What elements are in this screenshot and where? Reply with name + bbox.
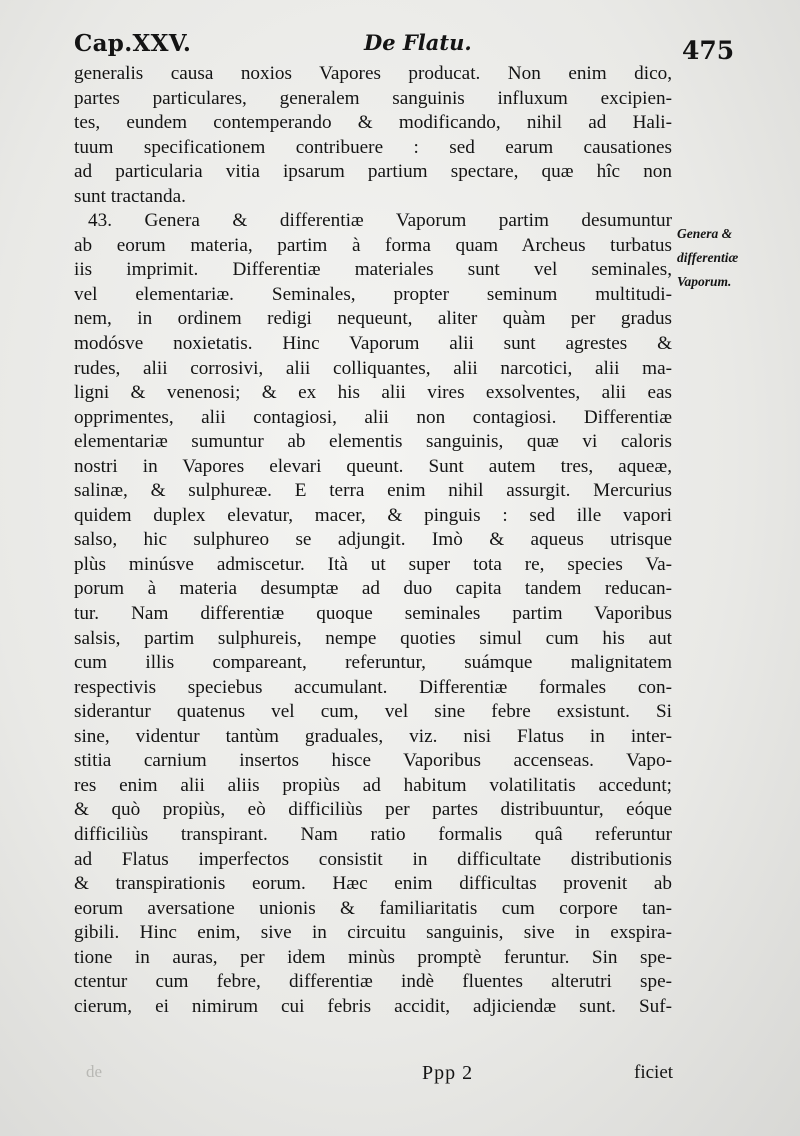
text-line: opprimentes, alii contagiosi, alii non contagiosi. Differentiæ: [74, 406, 672, 428]
running-title: De Flatu.: [364, 30, 472, 55]
text-line: rudes, alii corrosivi, alii colliquantes, alii narcotici, alii ma-: [74, 357, 672, 379]
text-line: partes particulares, generalem sanguinis influxum excipien-: [74, 87, 672, 109]
chapter-heading: Cap.XXV.: [74, 30, 192, 57]
text-line: quidem duplex elevatur, macer, & pinguis : sed ille vapori: [74, 504, 672, 526]
text-line: porum à materia desumptæ ad duo capita tandem reducan-: [74, 578, 672, 600]
text-line: vel elementariæ. Seminales, propter seminum multitudi-: [74, 283, 672, 305]
text-line: ad Flatus imperfectos consistit in difficultate distributionis: [74, 848, 672, 870]
paragraph-start-line: 43. Genera & differentiæ Vaporum partim desumuntur: [88, 210, 672, 232]
text-line: sunt tractanda.: [74, 185, 186, 207]
text-line: & transpirationis eorum. Hæc enim difficultas provenit ab: [74, 873, 672, 895]
text-line: salinæ, & sulphureæ. E terra enim nihil assurgit. Mercurius: [74, 480, 672, 502]
text-line: generalis causa noxios Vapores producat. Non enim dico,: [74, 63, 672, 84]
text-line: tur. Nam differentiæ quoque seminales partim Vaporibus: [74, 603, 672, 625]
text-line: nostri in Vapores elevari queunt. Sunt autem tres, aqueæ,: [74, 455, 672, 477]
text-line: ad particularia vitia ipsarum partium spectare, quæ hîc non: [74, 161, 672, 183]
marginal-note-line: differentiæ: [677, 250, 739, 265]
text-line: tione in auras, per idem minùs promptè feruntur. Sin spe-: [74, 946, 672, 968]
text-line: plùs minúsve admiscetur. Ità ut super tota re, species Va-: [74, 553, 672, 575]
text-line: respectivis speciebus accumulant. Differentiæ formales con-: [74, 676, 672, 698]
page-header: [74, 26, 764, 66]
text-line: cierum, ei nimirum cui febris accidit, adjiciendæ sunt. Suf-: [74, 995, 672, 1017]
text-line: eorum aversatione unionis & familiaritatis cum corpore tan-: [74, 897, 672, 919]
text-line: cum illis compareant, referuntur, suámque malignitatem: [74, 652, 672, 674]
text-line: tes, eundem contemperando & modificando, nihil ad Hali-: [74, 112, 672, 134]
text-line: & quò propiùs, eò difficiliùs per partes distribuuntur, eóque: [74, 799, 672, 821]
text-line: modósve noxietatis. Hinc Vaporum alii sunt agrestes &: [74, 333, 672, 355]
text-line: tuum specificationem contribuere : sed earum causationes: [74, 136, 672, 158]
text-line: sine, videntur tantùm graduales, viz. nisi Flatus in inter-: [74, 725, 672, 747]
text-line: nem, in ordinem redigi nequeunt, aliter quàm per gradus: [74, 308, 672, 330]
body-text: [74, 62, 672, 1019]
text-line: ctentur cum febre, differentiæ indè fluentes alterutri spe-: [74, 971, 672, 993]
text-line: ligni & venenosi; & ex his alii vires exsolventes, alii eas: [74, 382, 672, 404]
text-line: gibili. Hinc enim, sive in circuitu sanguinis, sive in exspira-: [74, 922, 672, 944]
text-line: stitia carnium insertos hisce Vaporibus accenseas. Vapo-: [74, 750, 672, 772]
marginal-note-line: Vaporum.: [677, 274, 732, 289]
catchword: ficiet: [634, 1062, 674, 1083]
signature-mark: Ppp 2: [422, 1062, 474, 1084]
text-line: difficiliùs transpirant. Nam ratio formalis quâ referuntur: [74, 823, 672, 845]
marginal-note-line: Genera &: [677, 226, 733, 241]
bleed-through-text: de: [86, 1062, 103, 1081]
text-line: siderantur quatenus vel cum, vel sine febre exsistunt. Si: [74, 701, 672, 723]
text-line: elementariæ sumuntur ab elementis sanguinis, quæ vi caloris: [74, 431, 672, 453]
text-line: res enim alii aliis propiùs ad habitum volatilitatis accedunt;: [74, 774, 672, 796]
text-line: ab eorum materia, partim à forma quam Archeus turbatus: [74, 234, 672, 256]
page-number: 475: [682, 36, 735, 65]
text-line: salso, hic sulphureo se adjungit. Imò & aqueus utrisque: [74, 529, 672, 551]
page-footer: [74, 1062, 684, 1092]
marginal-note: [677, 222, 787, 294]
text-line: iis imprimit. Differentiæ materiales sunt vel seminales,: [74, 259, 672, 281]
text-line: salsis, partim sulphureis, nempe quoties simul cum his aut: [74, 627, 672, 649]
